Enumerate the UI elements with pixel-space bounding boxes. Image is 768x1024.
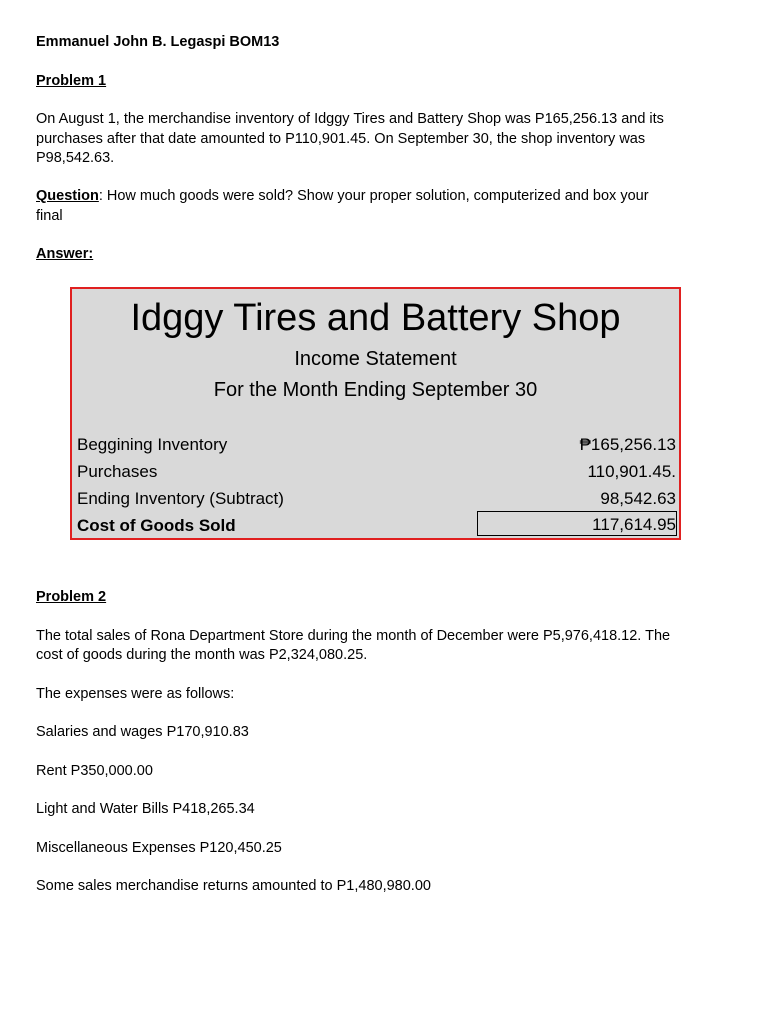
income-statement-box bbox=[70, 287, 681, 540]
expenses-intro: The expenses were as follows: bbox=[36, 686, 235, 702]
problem-1-text-line-2: purchases after that date amounted to P110,901.45. On September 30, the shop inventory was bbox=[36, 130, 646, 147]
row-ending-inventory-label: Ending Inventory (Subtract) bbox=[77, 489, 284, 508]
problem-2-heading: Problem 2 bbox=[36, 589, 107, 605]
statement-subtitle: Income Statement bbox=[294, 348, 457, 370]
row-cost-of-goods-sold-value: 117,614.95 bbox=[592, 515, 676, 534]
expense-miscellaneous: Miscellaneous Expenses P120,450.25 bbox=[36, 840, 282, 856]
expense-salaries: Salaries and wages P170,910.83 bbox=[36, 724, 249, 740]
author-name: Emmanuel John B. Legaspi BOM13 bbox=[36, 34, 280, 50]
problem-1-text-line-1: On August 1, the merchandise inventory of Idggy Tires and Battery Shop was P165,256.13 and its bbox=[36, 111, 664, 127]
row-purchases-value: 110,901.45. bbox=[587, 462, 676, 481]
expense-rent: Rent P350,000.00 bbox=[36, 763, 153, 779]
question-text: : How much goods were sold? Show your proper solution, computerized and box your bbox=[98, 188, 649, 204]
expense-light-water: Light and Water Bills P418,265.34 bbox=[36, 801, 255, 817]
problem-2-text-line-2: cost of goods during the month was P2,324,080.25. bbox=[36, 647, 368, 663]
row-ending-inventory-value: 98,542.63 bbox=[600, 489, 676, 508]
statement-period: For the Month Ending September 30 bbox=[213, 379, 538, 401]
row-beginning-inventory-value: ₱165,256.13 bbox=[579, 435, 676, 454]
statement-title: Idggy Tires and Battery Shop bbox=[130, 297, 621, 339]
question-line-1 bbox=[36, 187, 736, 207]
problem-1-text-line-3: P98,542.63. bbox=[36, 150, 115, 166]
question-label: Question bbox=[36, 188, 99, 204]
answer-label: Answer: bbox=[36, 246, 94, 262]
row-beginning-inventory-label: Beggining Inventory bbox=[77, 435, 228, 454]
row-cost-of-goods-sold-label: Cost of Goods Sold bbox=[77, 516, 236, 535]
sales-returns: Some sales merchandise returns amounted to P1,480,980.00 bbox=[36, 878, 431, 894]
problem-1-heading: Problem 1 bbox=[36, 73, 107, 89]
row-purchases-label: Purchases bbox=[77, 462, 158, 481]
question-line-2: final bbox=[36, 208, 63, 224]
problem-2-text-line-1: The total sales of Rona Department Store during the month of December were P5,976,418.12. The bbox=[36, 628, 671, 644]
